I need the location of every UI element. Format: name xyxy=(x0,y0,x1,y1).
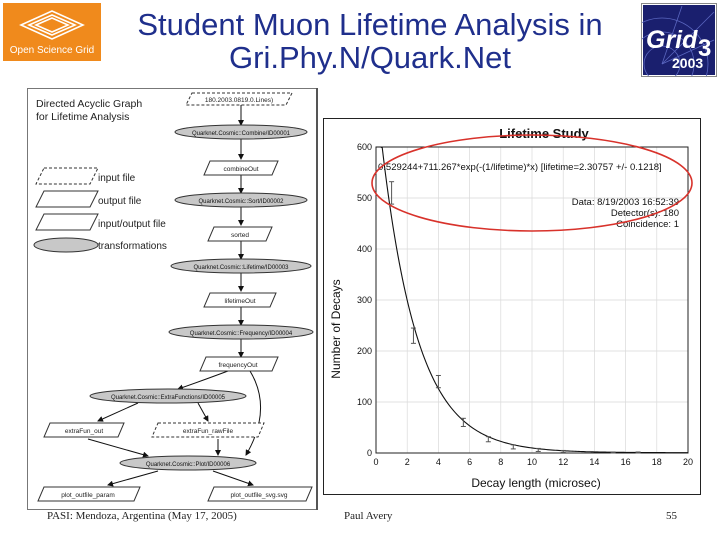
grid3-logo xyxy=(641,3,717,77)
y-tick-label: 600 xyxy=(356,142,372,152)
footer-author: Paul Avery xyxy=(344,510,393,522)
dag-transform-combine-label: Quarknet.Cosmic::Combine/ID00001 xyxy=(191,131,291,137)
osg-logo-text: Open Science Grid xyxy=(9,45,95,56)
legend-output-label: output file xyxy=(98,196,142,207)
dag-node-input-lines-label: 180.2003.0819.0.Lines) xyxy=(204,97,274,104)
legend-input-label: input file xyxy=(98,173,136,184)
dag-node-plot-param-label: plot_outfile_param xyxy=(61,492,115,499)
footer-event: PASI: Mendoza, Argentina (May 17, 2005) xyxy=(47,510,237,522)
x-tick-label: 6 xyxy=(467,457,473,467)
legend-transform-label: transformations xyxy=(98,241,167,252)
title-line-2: Gri.Phy.N/Quark.Net xyxy=(229,40,511,75)
x-tick-label: 12 xyxy=(558,457,569,467)
y-tick-label: 500 xyxy=(356,193,372,203)
dag-diagram xyxy=(27,88,317,510)
legend-input-shape xyxy=(36,168,98,184)
dag-node-sorted-label: sorted xyxy=(230,232,250,239)
footer-page-number: 55 xyxy=(666,510,677,522)
y-tick-label: 0 xyxy=(366,448,372,458)
fit-equation: 0.529244+711.267*exp(-(1/lifetime)*x) [lifetime=2.30757 +/- 0.1218] xyxy=(378,162,662,173)
dag-transform-frequency-label: Quarknet.Cosmic::Frequency/ID00004 xyxy=(189,331,293,337)
x-tick-label: 4 xyxy=(435,457,441,467)
coincidence-label: Coincidence: 1 xyxy=(616,219,679,230)
legend-transform-shape xyxy=(34,238,98,252)
y-tick-label: 200 xyxy=(356,346,372,356)
legend-output-shape xyxy=(36,191,98,207)
y-tick-label: 100 xyxy=(356,397,372,407)
lifetime-chart xyxy=(324,119,700,494)
legend-io-label: input/output file xyxy=(98,219,166,230)
x-tick-label: 10 xyxy=(526,457,538,467)
x-tick-label: 14 xyxy=(589,457,600,467)
dag-node-frequency-out-label: frequencyOut xyxy=(218,362,258,369)
dag-transform-plot-label: Quarknet.Cosmic::Plot/ID00006 xyxy=(145,462,231,468)
dag-transform-sort-label: Quarknet.Cosmic::Sort/ID00002 xyxy=(198,199,284,205)
open-science-grid-logo xyxy=(3,3,101,61)
grid3-logo-icon xyxy=(642,4,716,76)
y-tick-label: 400 xyxy=(356,244,372,254)
legend-io-shape xyxy=(36,214,98,230)
x-tick-label: 8 xyxy=(498,457,504,467)
x-axis-label: Decay length (microsec) xyxy=(471,476,601,490)
dag-node-extra-out-label: extraFun_out xyxy=(64,428,104,435)
dag-node-combine-out-label: combineOut xyxy=(223,166,259,173)
x-tick-label: 20 xyxy=(682,457,694,467)
grid3-word: Grid xyxy=(646,26,698,54)
x-tick-label: 0 xyxy=(373,457,379,467)
x-tick-label: 2 xyxy=(404,457,410,467)
detector-label: Detector(s): 180 xyxy=(610,208,679,219)
dag-node-plot-svg-label: plot_outfile_svg.svg xyxy=(230,492,288,499)
slide-title xyxy=(100,8,640,74)
data-date-label: Data: 8/19/2003 16:52:39 xyxy=(571,197,679,208)
grid3-number: 3 xyxy=(698,35,712,62)
title-line-1: Student Muon Lifetime Analysis in xyxy=(137,7,603,42)
dag-transform-lifetime-label: Quarknet.Cosmic::Lifetime/ID00003 xyxy=(193,265,289,271)
dag-title-line-1: Directed Acyclic Graph xyxy=(36,98,143,110)
panel-divider xyxy=(316,88,318,510)
dag-svg xyxy=(28,89,316,509)
y-tick-label: 300 xyxy=(356,295,372,305)
chart-title: Lifetime Study xyxy=(499,126,589,141)
lifetime-plot xyxy=(323,118,701,495)
grid3-year: 2003 xyxy=(672,55,704,71)
dag-node-lifetime-out-label: lifetimeOut xyxy=(224,298,256,305)
x-tick-label: 18 xyxy=(651,457,662,467)
dag-title-line-2: for Lifetime Analysis xyxy=(36,111,130,123)
x-tick-label: 16 xyxy=(620,457,631,467)
y-axis-label: Number of Decays xyxy=(329,279,343,379)
dag-transform-extra-label: Quarknet.Cosmic::ExtraFunctions/ID00005 xyxy=(110,395,226,401)
dag-node-extra-raw-label: extraFun_rawFile xyxy=(182,428,234,435)
